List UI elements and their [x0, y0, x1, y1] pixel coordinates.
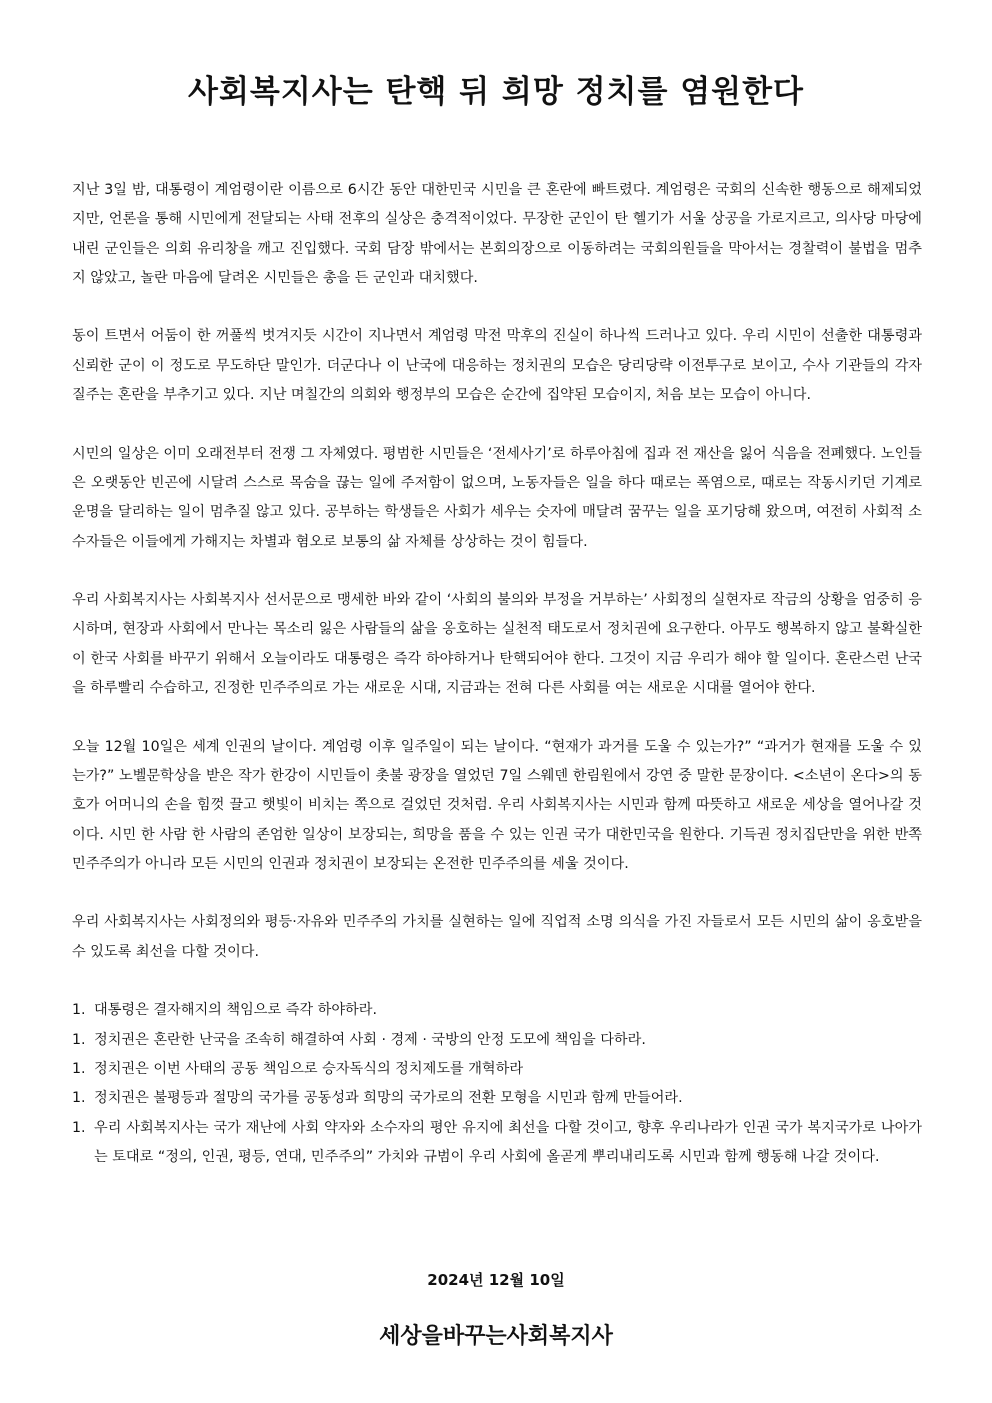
- demand-number: 1.: [72, 1090, 86, 1107]
- demand-text: 우리 사회복지사는 국가 재난에 사회 약자와 소수자의 평안 유지에 최선을 다할 것이고, 향후 우리나라가 인권 국가 복지국가로 나아가는 토대로 “정의, 인권, 평등, 연대, 민주주의” 가치와 규범이 우리 사회에 올곧게 뿌리내리도록 시민과 함께 행동해 나갈 것이다.: [94, 1119, 922, 1165]
- demand-number: 1.: [72, 1031, 86, 1048]
- paragraph-4: 우리 사회복지사는 사회복지사 선서문으로 맹세한 바와 같이 ‘사회의 불의와 부정을 거부하는’ 사회정의 실현자로 작금의 상황을 엄중히 응시하며, 현장과 사회에서 만나는 목소리 잃은 사람들의 삶을 옹호하는 실천적 태도로서 정치권에 요구한다. 아무도 행복하지 않고 불확실한 이 한국 사회를 바꾸기 위해서 오늘이라도 대통령은 즉각 하야하거나 탄핵되어야 한다. 그것이 지금 우리가 해야 할 일이다. 혼란스런 난국을 하루빨리 수습하고, 진정한 민주주의로 가는 새로운 시대, 지금과는 전혀 다른 사회를 여는 새로운 시대를 열어야 한다.: [72, 592, 922, 697]
- demand-text: 대통령은 결자해지의 책임으로 즉각 하야하라.: [94, 1002, 377, 1019]
- document-date: 2024년 12월 10일: [427, 1271, 565, 1289]
- demand-item-2: [72, 1026, 922, 1055]
- document-title: 사회복지사는 탄핵 뒤 희망 정치를 염원한다: [188, 74, 804, 110]
- demands-list: [72, 996, 922, 1172]
- demand-item-5: [72, 1114, 922, 1173]
- paragraph-3: 시민의 일상은 이미 오래전부터 전쟁 그 자체였다. 평범한 시민들은 ‘전세사기’로 하루아침에 집과 전 재산을 잃어 식음을 전폐했다. 노인들은 오랫동안 빈곤에 시달려 스스로 목숨을 끊는 일에 주저함이 없으며, 노동자들은 일을 하다 때로는 폭염으로, 때로는 작동시키던 기계로 운명을 달리하는 일이 멈추질 않고 있다. 공부하는 학생들은 사회가 세우는 숫자에 매달려 꿈꾸는 일을 포기당해 왔으며, 여전히 사회적 소수자들은 이들에게 가해지는 차별과 혐오로 보통의 삶 자체를 상상하는 것이 힘들다.: [72, 445, 922, 550]
- demand-text: 정치권은 불평등과 절망의 국가를 공동성과 희망의 국가로의 전환 모형을 시민과 함께 만들어라.: [94, 1090, 683, 1107]
- paragraph-1: 지난 3일 밤, 대통령이 계엄령이란 이름으로 6시간 동안 대한민국 시민을 큰 혼란에 빠트렸다. 계엄령은 국회의 신속한 행동으로 해제되었지만, 언론을 통해 시민에게 전달되는 사태 전후의 실상은 충격적이었다. 무장한 군인이 탄 헬기가 서울 상공을 가로지르고, 의사당 마당에 내린 군인들은 의회 유리창을 깨고 진입했다. 국회 담장 밖에서는 본회의장으로 이동하려는 국회의원들을 막아서는 경찰력이 불법을 멈추지 않았고, 놀란 마음에 달려온 시민들은 총을 든 군인과 대치했다.: [72, 182, 922, 286]
- organization-name: 세상을바꾸는사회복지사: [379, 1324, 613, 1349]
- demand-number: 1.: [72, 1119, 86, 1136]
- demand-number: 1.: [72, 1060, 86, 1077]
- paragraph-5: 오늘 12월 10일은 세계 인권의 날이다. 계엄령 이후 일주일이 되는 날이다. “현재가 과거를 도울 수 있는가?” “과거가 현재를 도울 수 있는가?” 노벨문학상을 받은 작가 한강이 시민들이 촛불 광장을 열었던 7일 스웨덴 한림원에서 강연 중 말한 문장이다. <소년이 온다>의 동호가 어머니의 손을 힘껏 끌고 햇빛이 비치는 쪽으로 걸었던 것처럼. 우리 사회복지사는 시민과 함께 따뜻하고 새로운 세상을 열어나갈 것이다. 시민 한 사람 한 사람의 존엄한 일상이 보장되는, 희망을 품을 수 있는 인권 국가 대한민국을 원한다. 기득권 정치집단만을 위한 반쪽 민주주의가 아니라 모든 시민의 인권과 정치권이 보장되는 온전한 민주주의를 세울 것이다.: [72, 738, 922, 872]
- demand-text: 정치권은 혼란한 난국을 조속히 해결하여 사회 · 경제 · 국방의 안정 도모에 책임을 다하라.: [94, 1031, 646, 1048]
- demand-text: 정치권은 이번 사태의 공동 책임으로 승자독식의 정치제도를 개혁하라: [94, 1060, 524, 1077]
- demand-number: 1.: [72, 1002, 86, 1019]
- demand-item-3: [72, 1055, 922, 1084]
- demand-item-4: [72, 1084, 922, 1113]
- paragraph-6: 우리 사회복지사는 사회정의와 평등·자유와 민주주의 가치를 실현하는 일에 직업적 소명 의식을 가진 자들로서 모든 시민의 삶이 옹호받을 수 있도록 최선을 다할 것이다.: [72, 914, 922, 960]
- document-body: [72, 176, 922, 1172]
- paragraph-2: 동이 트면서 어둠이 한 꺼풀씩 벗겨지듯 시간이 지나면서 계엄령 막전 막후의 진실이 하나씩 드러나고 있다. 우리 시민이 선출한 대통령과 신뢰한 군이 이 정도로 무도하단 말인가. 더군다나 이 난국에 대응하는 정치권의 모습은 당리당략 이전투구로 보이고, 수사 기관들의 각자 질주는 혼란을 부추기고 있다. 지난 며칠간의 의회와 행정부의 모습은 순간에 집약된 모습이지, 처음 보는 모습이 아니다.: [72, 328, 922, 404]
- demand-item-1: [72, 996, 922, 1025]
